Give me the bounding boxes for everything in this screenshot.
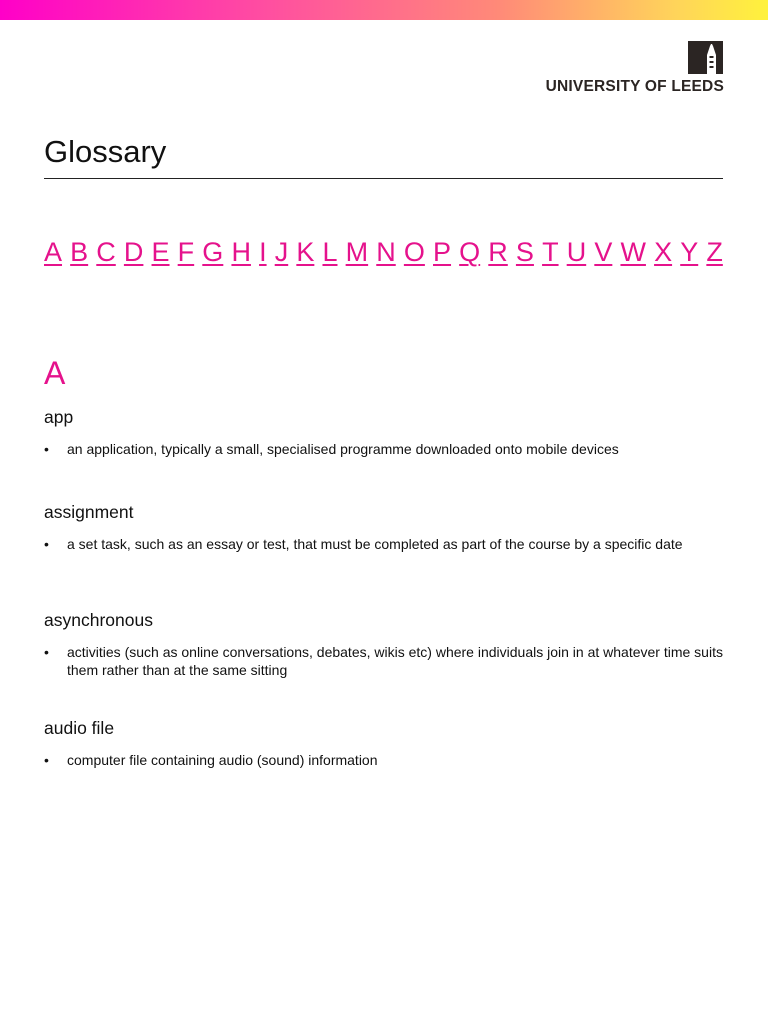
term-definition <box>44 441 724 459</box>
term-heading: app <box>44 407 74 427</box>
alphabet-link-f[interactable]: F <box>177 237 195 267</box>
leeds-tower-icon <box>688 41 723 74</box>
alphabet-link-z[interactable]: Z <box>706 237 723 267</box>
title-divider <box>44 178 723 179</box>
definition-text: a set task, such as an essay or test, that must be completed as part of the course by a specific date <box>67 536 683 552</box>
alphabet-nav <box>44 233 723 271</box>
alphabet-link-v[interactable]: V <box>594 237 613 267</box>
top-gradient-bar <box>0 0 768 20</box>
alphabet-link-n[interactable]: N <box>376 237 396 267</box>
alphabet-link-c[interactable]: C <box>96 237 116 267</box>
alphabet-link-w[interactable]: W <box>620 237 646 267</box>
bullet-icon: • <box>44 536 49 552</box>
term-definition <box>44 752 724 770</box>
university-logo[interactable] <box>524 41 724 97</box>
alphabet-link-g[interactable]: G <box>202 237 224 267</box>
alphabet-link-u[interactable]: U <box>566 237 587 267</box>
alphabet-link-t[interactable]: T <box>542 237 559 267</box>
alphabet-link-o[interactable]: O <box>403 237 425 267</box>
page-title: Glossary <box>44 134 167 169</box>
term-definition <box>44 644 724 679</box>
bullet-icon: • <box>44 752 49 768</box>
alphabet-link-r[interactable]: R <box>488 237 508 267</box>
alphabet-link-i[interactable]: I <box>259 237 267 267</box>
bullet-icon: • <box>44 441 49 457</box>
alphabet-link-q[interactable]: Q <box>459 237 481 267</box>
alphabet-link-y[interactable]: Y <box>680 237 699 267</box>
definition-text: an application, typically a small, specialised programme downloaded onto mobile devices <box>67 441 619 457</box>
bullet-icon: • <box>44 644 49 660</box>
glossary-entry <box>44 717 724 770</box>
term-definition <box>44 536 724 554</box>
glossary-entry <box>44 609 724 679</box>
glossary-entry <box>44 406 724 459</box>
definition-text: activities (such as online conversations, debates, wikis etc) where individuals join in at whatever time suits them rather than at the same sitting <box>67 644 723 678</box>
alphabet-link-a[interactable]: A <box>44 237 63 267</box>
alphabet-link-j[interactable]: J <box>274 237 289 267</box>
alphabet-link-l[interactable]: L <box>322 237 338 267</box>
alphabet-link-h[interactable]: H <box>231 237 251 267</box>
glossary-entry <box>44 501 724 554</box>
alphabet-link-p[interactable]: P <box>433 237 452 267</box>
term-heading: audio file <box>44 718 115 738</box>
logo-wordmark: UNIVERSITY OF LEEDS <box>545 78 724 95</box>
term-heading: asynchronous <box>44 610 153 630</box>
alphabet-link-x[interactable]: X <box>654 237 673 267</box>
alphabet-link-d[interactable]: D <box>123 237 144 267</box>
alphabet-link-m[interactable]: M <box>345 237 369 267</box>
alphabet-link-k[interactable]: K <box>296 237 315 267</box>
alphabet-link-s[interactable]: S <box>515 237 534 267</box>
definition-text: computer file containing audio (sound) information <box>67 752 378 768</box>
alphabet-link-b[interactable]: B <box>70 237 89 267</box>
term-heading: assignment <box>44 502 134 522</box>
section-heading-a: A <box>44 355 66 391</box>
alphabet-link-e[interactable]: E <box>151 237 170 267</box>
